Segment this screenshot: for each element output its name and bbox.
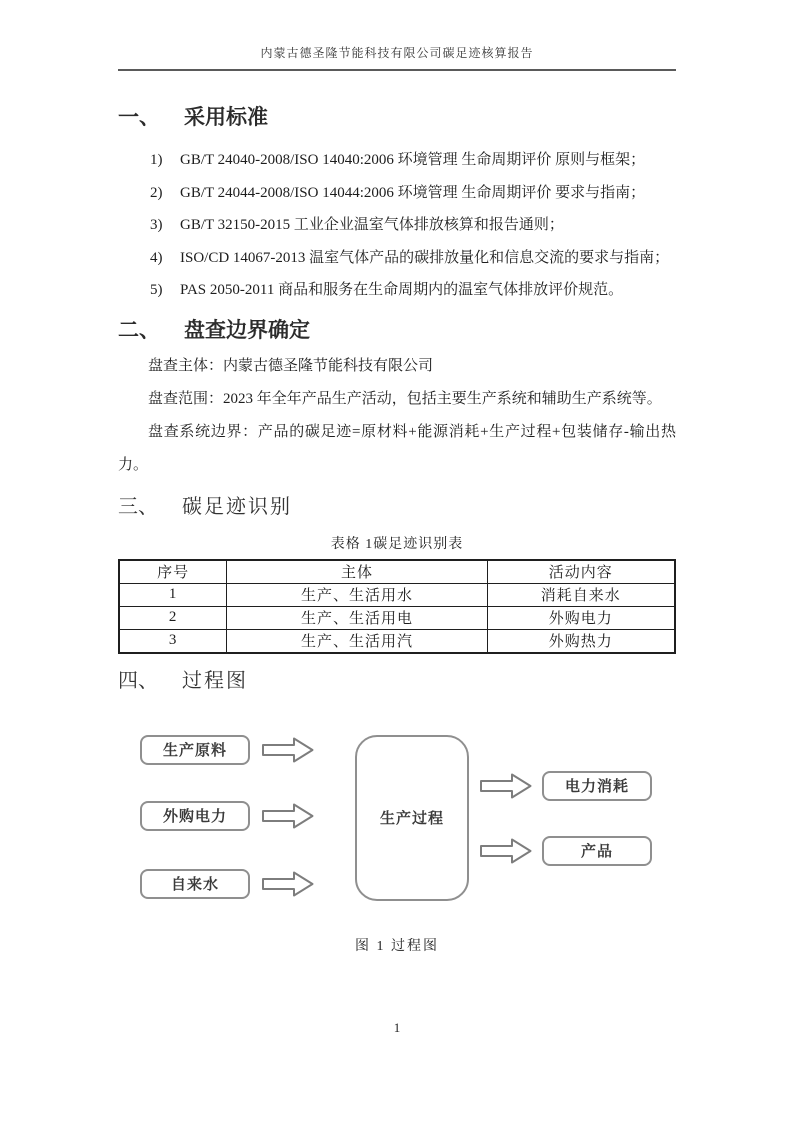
list-item-marker: 5) [150,282,163,298]
section-heading-standards [118,104,676,131]
document-content [118,104,676,955]
table-row [119,606,675,629]
list-item-text: ISO/CD 14067-2013 温室气体产品的碳排放量化和信息交流的要求与指南； [180,249,670,266]
section-heading-process [118,668,676,695]
paragraph-survey-subject: 盘查主体：内蒙古德圣隆节能科技有限公司 [148,357,434,374]
cell-activity: 外购热力 [487,629,675,653]
cell-activity: 外购电力 [487,606,675,629]
column-header-no: 序号 [119,560,227,584]
list-item-marker: 2) [150,184,163,201]
list-item-text: GB/T 32150-2015 工业企业温室气体排放核算和报告通则； [180,217,564,233]
section-number: 二、 [118,318,160,342]
flow-arrow-icon [262,871,314,897]
cell-subject: 生产、生活用水 [227,583,487,606]
header-title: 内蒙古德圣隆节能科技有限公司碳足迹核算报告 [118,44,676,71]
cell-subject: 生产、生活用汽 [227,629,487,653]
cell-no: 1 [119,583,227,606]
section-title: 采用标准 [184,106,268,129]
flow-arrow-icon [262,737,314,763]
table-caption: 表格 1碳足迹识别表 [330,536,464,552]
diagram-input-tap-water: 自来水 [140,869,250,899]
cell-activity: 消耗自来水 [487,583,675,606]
list-item [118,177,676,210]
list-item-marker: 3) [150,217,163,233]
section-title: 盘查边界确定 [184,318,310,342]
diagram-process-box: 生产过程 [355,735,469,901]
diagram-output-electricity-consumption: 电力消耗 [542,771,652,801]
list-item-text: PAS 2050-2011 商品和服务在生命周期内的温室气体排放评价规范。 [180,282,624,298]
list-item-text: GB/T 24040-2008/ISO 14040:2006 环境管理 生命周期评价 原则与框架； [180,152,646,168]
process-diagram [118,723,676,921]
table-header-row [119,560,675,584]
figure-caption: 图 1 过程图 [355,938,439,954]
flow-arrow-icon [480,838,532,864]
list-item [118,242,676,275]
list-item-marker: 1) [150,152,163,168]
cell-no: 2 [119,606,227,629]
flow-arrow-icon [480,773,532,799]
section-heading-identification [118,494,676,521]
section-number: 三、 [118,495,158,518]
list-item [118,209,676,242]
diagram-input-purchased-electricity: 外购电力 [140,801,250,831]
list-item-marker: 4) [150,249,163,266]
section-title: 碳足迹识别 [182,495,292,518]
standards-list [118,144,676,307]
list-item [118,274,676,307]
section-number: 四、 [118,669,158,692]
diagram-input-raw-materials: 生产原料 [140,735,250,765]
diagram-output-product: 产品 [542,836,652,866]
list-item [118,144,676,177]
paragraph-survey-scope: 盘查范围：2023 年全年产品生产活动，包括主要生产系统和辅助生产系统等。 [148,390,662,407]
document-header [118,0,676,71]
cell-no: 3 [119,629,227,653]
footprint-identification-table [118,559,676,654]
list-item-text: GB/T 24044-2008/ISO 14044:2006 环境管理 生命周期评价 要求与指南； [180,184,646,201]
section-heading-boundary [118,317,676,344]
column-header-subject: 主体 [227,560,487,584]
table-row [119,583,675,606]
cell-subject: 生产、生活用电 [227,606,487,629]
table-row [119,629,675,653]
paragraph-system-boundary: 盘查系统边界：产品的碳足迹=原材料+能源消耗+生产过程+包装储存-输出热力。 [118,423,676,473]
section-title: 过程图 [182,669,248,692]
flow-arrow-icon [262,803,314,829]
column-header-activity: 活动内容 [487,560,675,584]
page-number: 1 [393,1020,401,1035]
section-number: 一、 [118,106,160,129]
